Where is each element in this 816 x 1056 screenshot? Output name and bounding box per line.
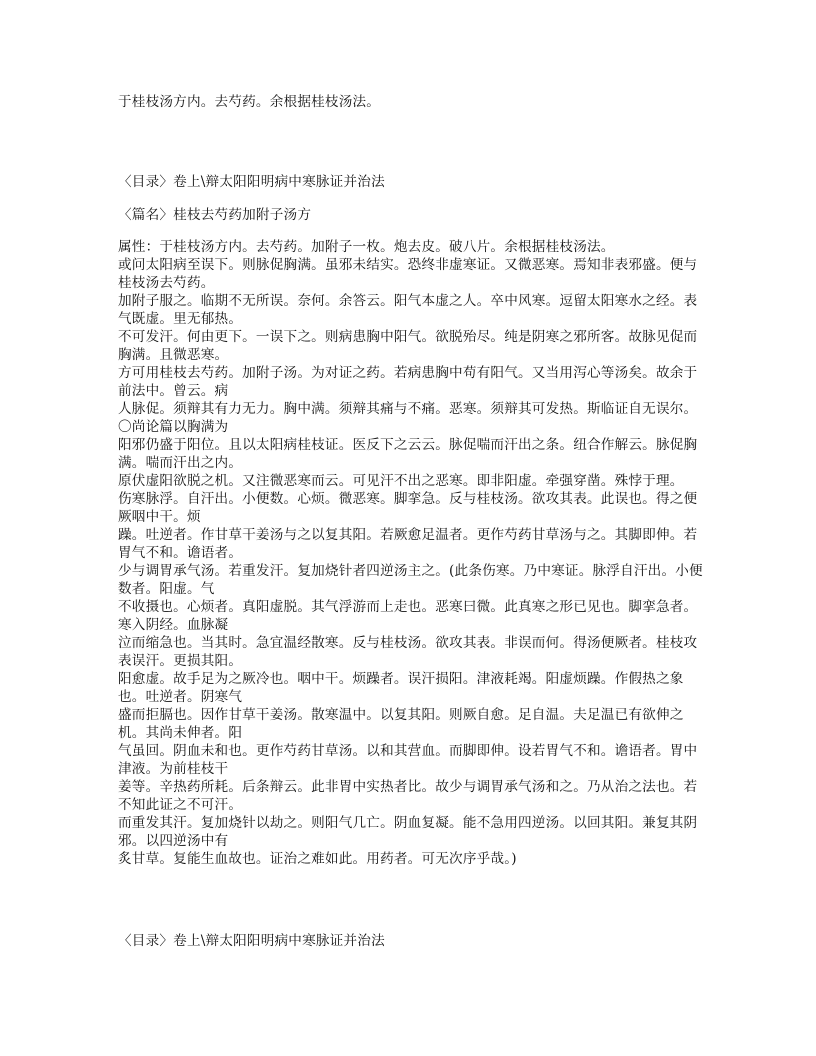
paragraph: 躁。吐逆者。作甘草干姜汤与之以复其阳。若厥愈足温者。更作芍药甘草汤与之。其脚即伸。若胃气不和。谵语者。	[118, 527, 698, 561]
paragraph: 少与调胃承气汤。若重发汗。复加烧针者四逆汤主之。(此条伤寒。乃中寒证。脉浮自汗出。小便数者。阳虚。气	[118, 563, 703, 597]
paragraph: 盛而拒膈也。因作甘草干姜汤。散寒温中。以复其阳。则厥自愈。足自温。夫足温已有欲伸之机。其尚未伸者。阳	[118, 707, 684, 741]
intro-line: 于桂枝汤方内。去芍药。余根据桂枝汤法。	[118, 94, 381, 110]
paragraph: 阳愈虚。故手足为之厥冷也。咽中干。烦躁者。误汗损阳。津液耗竭。阳虚烦躁。作假热之象也。吐逆者。阴寒气	[118, 671, 684, 705]
paragraph: 不可发汗。何由更下。一误下之。则病患胸中阳气。欲脱殆尽。纯是阴寒之邪所客。故脉见促而胸满。且微恶寒。	[118, 329, 698, 363]
paragraph: 炙甘草。复能生血故也。证治之难如此。用药者。可无次序乎哉。)	[118, 851, 517, 867]
paragraph: 不收摄也。心烦者。真阳虚脱。其气浮游而上走也。恶寒曰微。此真寒之形已见也。脚挛急者。寒入阴经。血脉凝	[118, 599, 698, 633]
paragraph: 伤寒脉浮。自汗出。小便数。心烦。微恶寒。脚挛急。反与桂枝汤。欲攻其表。此误也。得之便厥咽中干。烦	[118, 491, 698, 525]
paragraph: 属性：于桂枝汤方内。去芍药。加附子一枚。炮去皮。破八片。余根据桂枝汤法。	[118, 239, 615, 255]
paragraph: 方可用桂枝去芍药。加附子汤。为对证之药。若病患胸中苟有阳气。又当用泻心等汤矣。故余于前法中。曾云。病	[118, 365, 698, 399]
toc-heading: 〈目录〉卷上\辩太阳阳明病中寒脉证并治法	[118, 174, 385, 190]
paragraph: 泣而缩急也。当其时。急宜温经散寒。反与桂枝汤。欲攻其表。非误而何。得汤便厥者。桂枝攻表误汗。更损其阳。	[118, 635, 698, 669]
paragraph: 人脉促。须辩其有力无力。胸中满。须辩其痛与不痛。恶寒。须辩其可发热。斯临证自无误尔。〇尚论篇以胸满为	[118, 401, 698, 435]
section-title: 〈篇名〉桂枝去芍药加附子汤方	[118, 207, 312, 223]
paragraph: 阳邪仍盛于阳位。且以太阳病桂枝证。医反下之云云。脉促喘而汗出之条。纽合作解云。脉促胸满。喘而汗出之内。	[118, 437, 698, 471]
toc-heading-next: 〈目录〉卷上\辩太阳阳明病中寒脉证并治法	[118, 933, 385, 949]
paragraph: 或问太阳病至误下。则脉促胸满。虽邪未结实。恐终非虚寒证。又微恶寒。焉知非表邪盛。便与桂枝汤去芍药。	[118, 257, 698, 291]
document-body	[118, 238, 708, 868]
paragraph: 而重发其汗。复加烧针以劫之。则阳气几亡。阴血复凝。能不急用四逆汤。以回其阳。兼复其阴邪。以四逆汤中有	[118, 815, 698, 849]
paragraph: 气虽回。阴血未和也。更作芍药甘草汤。以和其营血。而脚即伸。设若胃气不和。谵语者。胃中津液。为前桂枝干	[118, 743, 698, 777]
paragraph: 原伏虚阳欲脱之机。又注微恶寒而云。可见汗不出之恶寒。即非阳虚。牵强穿凿。殊悖于理。	[118, 473, 684, 489]
paragraph: 加附子服之。临期不无所误。奈何。余答云。阳气本虚之人。卒中风寒。逗留太阳寒水之经。表气既虚。里无郁热。	[118, 293, 698, 327]
paragraph: 姜等。辛热药所耗。后条辩云。此非胃中实热者比。故少与调胃承气汤和之。乃从治之法也。若不知此证之不可汗。	[118, 779, 698, 813]
